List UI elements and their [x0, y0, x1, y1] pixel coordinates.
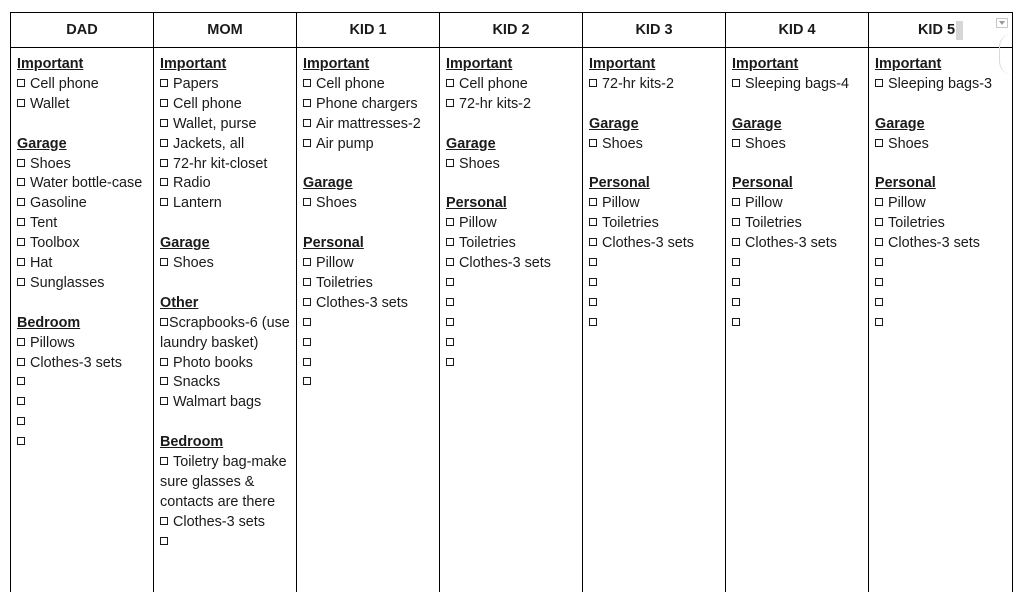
checklist-item[interactable] [732, 194, 864, 214]
checkbox-icon[interactable] [446, 358, 454, 366]
checkbox-icon[interactable] [446, 79, 454, 87]
checklist-item[interactable] [446, 334, 578, 354]
section-bedroom [17, 314, 149, 453]
checkbox-icon[interactable] [732, 139, 740, 147]
checkbox-icon[interactable] [17, 159, 25, 167]
checklist-item-label: Lantern [173, 195, 222, 212]
checkbox-icon[interactable] [875, 79, 883, 87]
checklist-item[interactable] [17, 234, 149, 254]
checklist-item-label: Pillows [30, 334, 75, 351]
checklist-item-label: 72-hr kit-closet [173, 155, 268, 172]
checkbox-icon[interactable] [160, 318, 168, 326]
column-header-kid-5[interactable] [869, 13, 1012, 47]
checkbox-icon[interactable] [732, 79, 740, 87]
column-header-kid-4[interactable] [726, 13, 869, 47]
checklist-item-label: 72-hr kits-2 [459, 95, 531, 112]
checkbox-icon[interactable] [17, 79, 25, 87]
column-kid-4[interactable] [726, 48, 869, 592]
checkbox-icon[interactable] [303, 338, 311, 346]
checkbox-icon[interactable] [17, 178, 25, 186]
checklist-item-label: Clothes-3 sets [745, 235, 837, 252]
section-title: Important [446, 56, 513, 72]
checklist-item-label: Sleeping bags-4 [745, 75, 850, 92]
section-personal [303, 234, 435, 393]
checkbox-icon[interactable] [875, 238, 883, 246]
checklist-item[interactable] [875, 135, 1008, 155]
checklist-item[interactable] [160, 135, 292, 155]
section-important [732, 55, 864, 95]
column-header-kid-1[interactable] [297, 13, 440, 47]
text-cursor-selection [956, 21, 963, 40]
checkbox-icon[interactable] [446, 338, 454, 346]
checklist-item[interactable] [446, 155, 578, 175]
checklist-item[interactable] [732, 314, 864, 334]
checklist-item[interactable] [875, 254, 1008, 274]
checkbox-icon[interactable] [160, 79, 168, 87]
checkbox-icon[interactable] [732, 258, 740, 266]
section-personal [446, 194, 578, 373]
section-title: Important [303, 56, 370, 72]
checkbox-icon[interactable] [17, 437, 25, 445]
section-title: Garage [17, 135, 67, 152]
column-header-dad[interactable] [11, 13, 154, 47]
checklist-item[interactable] [875, 75, 1008, 95]
checklist-item-label: Jackets, all [173, 135, 245, 152]
checkbox-icon[interactable] [160, 139, 168, 147]
column-header-label: KID 5 [917, 22, 956, 38]
checkbox-icon[interactable] [589, 278, 597, 286]
checkbox-icon[interactable] [17, 278, 25, 286]
checklist-item[interactable] [17, 214, 149, 234]
checklist-item-label: Scrapbooks-6 (use laundry basket) [160, 314, 290, 351]
section-garage [446, 135, 578, 175]
checkbox-icon[interactable] [446, 218, 454, 226]
section-personal [589, 174, 721, 333]
checklist-item[interactable] [875, 274, 1008, 294]
checkbox-icon[interactable] [875, 218, 883, 226]
checkbox-icon[interactable] [160, 537, 168, 545]
checklist-item-label: Cell phone [316, 75, 385, 92]
checklist-item[interactable] [160, 115, 292, 135]
checklist-item-label: Pillow [459, 215, 497, 232]
checkbox-icon[interactable] [446, 318, 454, 326]
checklist-item-label: Shoes [316, 195, 357, 212]
checkbox-icon[interactable] [589, 79, 597, 87]
checkbox-icon[interactable] [303, 79, 311, 87]
checklist-item[interactable] [160, 373, 292, 393]
checklist-item-label: Toolbox [30, 235, 80, 252]
column-header-label: MOM [207, 22, 243, 38]
checklist-item[interactable] [589, 194, 721, 214]
checklist-item[interactable] [446, 95, 578, 115]
checklist-item-label: Wallet, purse [173, 115, 257, 132]
checklist-item-label: Papers [173, 75, 219, 92]
section-important [875, 55, 1008, 95]
checklist-item-label: Phone chargers [316, 95, 418, 112]
checklist-item[interactable] [303, 373, 435, 393]
checkbox-icon[interactable] [589, 258, 597, 266]
column-kid-5[interactable] [869, 48, 1012, 592]
checklist-item[interactable] [303, 135, 435, 155]
checkbox-icon[interactable] [17, 258, 25, 266]
checklist-item[interactable] [303, 194, 435, 214]
section-title: Other [160, 294, 199, 311]
checklist-item-label: Hat [30, 255, 53, 272]
checklist-item[interactable] [160, 254, 292, 274]
checklist-item-label: Gasoline [30, 195, 87, 212]
checklist-item[interactable] [875, 194, 1008, 214]
column-kid-3[interactable] [583, 48, 726, 592]
checklist-item-label: Walmart bags [173, 394, 262, 411]
checkbox-icon[interactable] [160, 358, 168, 366]
checkbox-icon[interactable] [875, 278, 883, 286]
column-header-label: KID 3 [635, 22, 673, 38]
checklist-item-label: Tent [30, 215, 58, 232]
checkbox-icon[interactable] [589, 198, 597, 206]
checkbox-icon[interactable] [17, 99, 25, 107]
checklist-item[interactable] [17, 174, 149, 194]
checklist-item-label: Photo books [173, 354, 254, 371]
checkbox-icon[interactable] [160, 377, 168, 385]
checkbox-icon[interactable] [732, 278, 740, 286]
checklist-item[interactable] [732, 294, 864, 314]
checklist-item-label: Shoes [602, 135, 643, 152]
checkbox-icon[interactable] [17, 198, 25, 206]
checklist-item[interactable] [446, 314, 578, 334]
checklist-item[interactable] [303, 95, 435, 115]
checklist-item-label: Toiletries [459, 235, 516, 252]
checklist-item[interactable] [446, 294, 578, 314]
section-garage [589, 115, 721, 155]
checklist-item-label: Water bottle-case [30, 175, 143, 192]
section-garage [875, 115, 1008, 155]
checklist-item[interactable] [160, 354, 292, 374]
checkbox-icon[interactable] [160, 457, 168, 465]
section-important [589, 55, 721, 95]
checklist-item-label: Shoes [888, 135, 929, 152]
checklist-item[interactable] [589, 274, 721, 294]
checklist-item[interactable] [17, 95, 149, 115]
checkbox-icon[interactable] [17, 358, 25, 366]
checkbox-icon[interactable] [303, 377, 311, 385]
checklist-item[interactable] [446, 354, 578, 374]
column-mom[interactable] [154, 48, 297, 592]
column-header-label: DAD [66, 22, 98, 38]
checkbox-icon[interactable] [303, 198, 311, 206]
section-title: Important [17, 56, 84, 72]
checklist-item[interactable] [875, 214, 1008, 234]
checklist-item[interactable] [17, 393, 149, 413]
checkbox-icon[interactable] [446, 159, 454, 167]
checklist-item-label: Sleeping bags-3 [888, 75, 993, 92]
checklist-item[interactable] [17, 413, 149, 433]
checklist-item-label: Shoes [459, 155, 500, 172]
section-bedroom [160, 433, 292, 552]
checkbox-icon[interactable] [875, 258, 883, 266]
column-header-label: KID 2 [492, 22, 530, 38]
checkbox-icon[interactable] [303, 258, 311, 266]
checkbox-icon[interactable] [446, 258, 454, 266]
column-kid-2[interactable] [440, 48, 583, 592]
checkbox-icon[interactable] [17, 238, 25, 246]
checklist-item[interactable] [160, 155, 292, 175]
checklist-item-label: Toiletry bag-make sure glasses & contacts are there [160, 454, 287, 510]
checklist-item[interactable] [17, 254, 149, 274]
checklist-item-label: Clothes-3 sets [30, 354, 122, 371]
packing-list-table [10, 12, 1013, 592]
checkbox-icon[interactable] [160, 198, 168, 206]
checklist-item-label: Toiletries [602, 215, 659, 232]
section-title: Personal [732, 175, 793, 192]
checkbox-icon[interactable] [160, 159, 168, 167]
checkbox-icon[interactable] [17, 218, 25, 226]
checklist-item-label: Shoes [30, 155, 71, 172]
section-title: Garage [732, 115, 782, 132]
checklist-item[interactable] [303, 334, 435, 354]
checkbox-icon[interactable] [875, 318, 883, 326]
checkbox-icon[interactable] [875, 198, 883, 206]
section-title: Garage [875, 115, 925, 132]
column-kid-1[interactable] [297, 48, 440, 592]
checkbox-icon[interactable] [732, 298, 740, 306]
section-garage [303, 174, 435, 214]
checklist-item[interactable] [17, 155, 149, 175]
checklist-item[interactable] [303, 354, 435, 374]
section-important [160, 55, 292, 214]
checklist-item[interactable] [303, 75, 435, 95]
checklist-item[interactable] [589, 294, 721, 314]
checkbox-icon[interactable] [160, 99, 168, 107]
checklist-item-label: Sunglasses [30, 274, 105, 291]
checklist-item[interactable] [589, 254, 721, 274]
section-title: Important [875, 56, 942, 72]
checklist-item[interactable] [303, 254, 435, 274]
section-title: Important [732, 56, 799, 72]
checklist-item-label: Snacks [173, 374, 221, 391]
checklist-item-label: Cell phone [173, 95, 242, 112]
checklist-item[interactable] [160, 174, 292, 194]
checklist-item-label: Pillow [888, 195, 926, 212]
section-personal [732, 174, 864, 333]
checklist-item[interactable] [17, 433, 149, 453]
checkbox-icon[interactable] [303, 119, 311, 127]
section-other [160, 294, 292, 413]
section-garage [160, 234, 292, 274]
body-row [11, 48, 1012, 592]
section-title: Personal [303, 235, 364, 252]
column-dad[interactable] [11, 48, 154, 592]
section-title: Garage [303, 175, 353, 192]
checklist-item[interactable] [875, 294, 1008, 314]
checkbox-icon[interactable] [589, 238, 597, 246]
checklist-item-label: Cell phone [30, 75, 99, 92]
section-title: Personal [446, 195, 507, 212]
section-title: Bedroom [17, 314, 81, 331]
checklist-item[interactable] [732, 214, 864, 234]
checklist-item[interactable] [732, 234, 864, 254]
checklist-item[interactable] [160, 194, 292, 214]
checkbox-icon[interactable] [303, 99, 311, 107]
checkbox-icon[interactable] [160, 178, 168, 186]
checklist-item[interactable] [17, 194, 149, 214]
checklist-item-label: Clothes-3 sets [316, 294, 408, 311]
checkbox-icon[interactable] [160, 397, 168, 405]
checkbox-icon[interactable] [732, 318, 740, 326]
checkbox-icon[interactable] [160, 258, 168, 266]
section-important [446, 55, 578, 115]
column-header-label: KID 4 [778, 22, 816, 38]
checkbox-icon[interactable] [303, 139, 311, 147]
checkbox-icon[interactable] [732, 238, 740, 246]
checklist-item[interactable] [17, 334, 149, 354]
checkbox-icon[interactable] [303, 298, 311, 306]
checklist-item[interactable] [589, 314, 721, 334]
checklist-item[interactable] [160, 453, 292, 513]
checklist-item[interactable] [732, 274, 864, 294]
checklist-item[interactable] [875, 234, 1008, 254]
checkbox-icon[interactable] [732, 218, 740, 226]
checklist-item-label: Wallet [30, 95, 70, 112]
checklist-item[interactable] [589, 234, 721, 254]
checkbox-icon[interactable] [303, 318, 311, 326]
checklist-item-label: 72-hr kits-2 [602, 75, 674, 92]
checklist-item-label: Toiletries [745, 215, 802, 232]
checklist-item[interactable] [732, 254, 864, 274]
checklist-item[interactable] [446, 234, 578, 254]
checklist-item-label: Pillow [745, 195, 783, 212]
checklist-item-label: Toiletries [888, 215, 945, 232]
section-title: Garage [446, 135, 496, 152]
checkbox-icon[interactable] [160, 119, 168, 127]
column-header-kid-2[interactable] [440, 13, 583, 47]
checklist-item[interactable] [160, 513, 292, 533]
checklist-item[interactable] [446, 214, 578, 234]
section-garage [732, 115, 864, 155]
checklist-item-label: Shoes [173, 255, 214, 272]
checklist-item[interactable] [446, 254, 578, 274]
checkbox-icon[interactable] [589, 298, 597, 306]
checklist-item[interactable] [446, 274, 578, 294]
checklist-item[interactable] [160, 393, 292, 413]
section-title: Important [589, 56, 656, 72]
checklist-item-label: Clothes-3 sets [173, 513, 265, 530]
checkbox-icon[interactable] [303, 358, 311, 366]
header-row [11, 13, 1012, 48]
checklist-item[interactable] [160, 75, 292, 95]
checklist-item-label: Air pump [316, 135, 374, 152]
section-title: Bedroom [160, 434, 224, 451]
section-garage [17, 135, 149, 294]
chevron-down-icon[interactable] [996, 18, 1008, 28]
section-personal [875, 174, 1008, 333]
checklist-item-label: Pillow [316, 255, 354, 272]
checkbox-icon[interactable] [589, 218, 597, 226]
checklist-item-label: Shoes [745, 135, 786, 152]
column-header-kid-3[interactable] [583, 13, 726, 47]
section-title: Garage [160, 235, 210, 252]
checklist-item[interactable] [589, 75, 721, 95]
checklist-item[interactable] [303, 314, 435, 334]
checkbox-icon[interactable] [589, 139, 597, 147]
section-important [17, 55, 149, 115]
checklist-item[interactable] [17, 354, 149, 374]
checkbox-icon[interactable] [160, 517, 168, 525]
scroll-edge [999, 33, 1014, 75]
checkbox-icon[interactable] [446, 278, 454, 286]
checklist-item[interactable] [17, 75, 149, 95]
checklist-item[interactable] [303, 294, 435, 314]
section-title: Personal [875, 175, 936, 192]
checkbox-icon[interactable] [732, 198, 740, 206]
checkbox-icon[interactable] [875, 298, 883, 306]
checklist-item[interactable] [446, 75, 578, 95]
checklist-item[interactable] [589, 135, 721, 155]
checkbox-icon[interactable] [17, 377, 25, 385]
column-header-mom[interactable] [154, 13, 297, 47]
checkbox-icon[interactable] [303, 278, 311, 286]
checkbox-icon[interactable] [446, 238, 454, 246]
checklist-item-label: Pillow [602, 195, 640, 212]
section-title: Important [160, 56, 227, 72]
section-title: Garage [589, 115, 639, 132]
checkbox-icon[interactable] [875, 139, 883, 147]
checklist-item[interactable] [17, 274, 149, 294]
checklist-item[interactable] [875, 314, 1008, 334]
checkbox-icon[interactable] [17, 397, 25, 405]
section-title: Personal [589, 175, 650, 192]
checkbox-icon[interactable] [446, 298, 454, 306]
checklist-item-label: Clothes-3 sets [459, 255, 551, 272]
checklist-item-label: Toiletries [316, 274, 373, 291]
checklist-item-label: Cell phone [459, 75, 528, 92]
section-important [303, 55, 435, 155]
checkbox-icon[interactable] [17, 338, 25, 346]
checklist-item[interactable] [732, 135, 864, 155]
checkbox-icon[interactable] [589, 318, 597, 326]
column-header-label: KID 1 [349, 22, 387, 38]
checklist-item-label: Radio [173, 175, 211, 192]
checklist-item[interactable] [589, 214, 721, 234]
checklist-item[interactable] [303, 274, 435, 294]
checklist-item-label: Air mattresses-2 [316, 115, 421, 132]
checkbox-icon[interactable] [17, 417, 25, 425]
checklist-item-label: Clothes-3 sets [888, 235, 980, 252]
checklist-item[interactable] [732, 75, 864, 95]
checklist-item[interactable] [160, 314, 292, 354]
checklist-item[interactable] [160, 95, 292, 115]
checkbox-icon[interactable] [446, 99, 454, 107]
checklist-item-label: Clothes-3 sets [602, 235, 694, 252]
checklist-item[interactable] [303, 115, 435, 135]
checklist-item[interactable] [160, 533, 292, 553]
checklist-item[interactable] [17, 373, 149, 393]
